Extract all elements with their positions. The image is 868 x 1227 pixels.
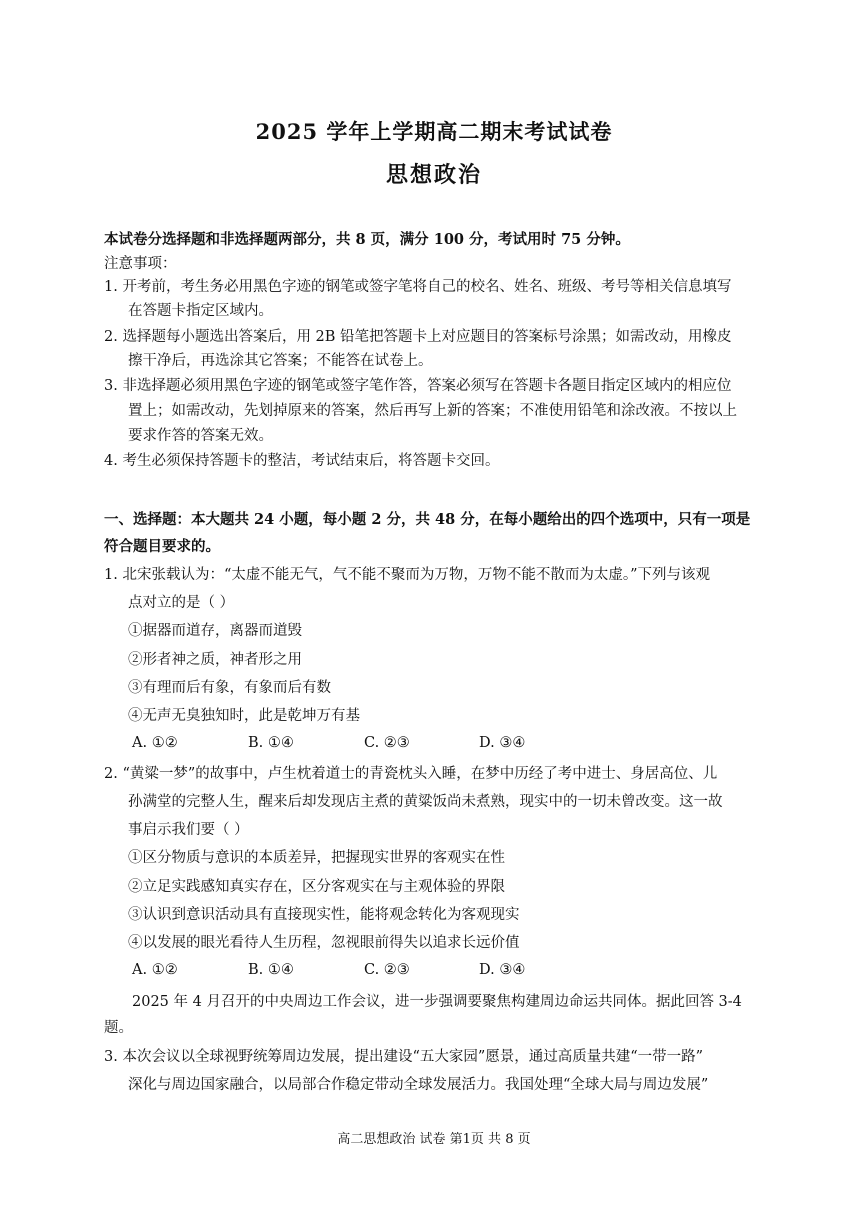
notice-heading: 注意事项： xyxy=(104,256,177,272)
notice-item-3-line-2: 置上；如需改动，先划掉原来的答案，然后再写上新的答案；不准使用铅笔和涂改液。不按以上 xyxy=(128,403,737,419)
question-1-statement-2: ②形者神之质，神者形之用 xyxy=(128,652,302,668)
section-heading-line-1: 一、选择题：本大题共 24 小题，每小题 2 分，共 48 分，在每小题给出的四个选项中，只有一项是 xyxy=(104,511,751,528)
notice-item-2-line-2: 擦干净后，再选涂其它答案；不能答在试卷上。 xyxy=(128,353,433,369)
question-2-stem-line-3: 事启示我们要（ ） xyxy=(128,822,249,838)
question-1-option-a: A. ①② xyxy=(132,735,178,751)
question-1-stem-line-2: 点对立的是（ ） xyxy=(128,595,235,611)
question-1-statement-3: ③有理而后有象，有象而后有数 xyxy=(128,680,331,696)
notice-item-3-line-3: 要求作答的答案无效。 xyxy=(128,428,273,444)
section-heading-line-2: 符合题目要求的。 xyxy=(104,538,220,555)
question-1-option-d: D. ③④ xyxy=(479,735,526,751)
question-2-option-b: B. ①④ xyxy=(248,962,294,978)
question-1-statement-1: ①据器而道存，离器而道毁 xyxy=(128,623,302,639)
question-3-stem-line-2: 深化与周边国家融合，以局部合作稳定带动全球发展活力。我国处理“全球大局与周边发展” xyxy=(128,1077,709,1093)
question-2-statement-1: ①区分物质与意识的本质差异，把握现实世界的客观实在性 xyxy=(128,850,505,866)
exam-intro: 本试卷分选择题和非选择题两部分，共 8 页，满分 100 分，考试用时 75 分钟。 xyxy=(104,231,630,248)
material-line-2: 题。 xyxy=(104,1020,133,1036)
notice-item-4: 4. 考生必须保持答题卡的整洁，考试结束后，将答题卡交回。 xyxy=(104,453,500,469)
question-2-statement-3: ③认识到意识活动具有直接现实性，能将观念转化为客观现实 xyxy=(128,907,520,923)
notice-item-1-line-2: 在答题卡指定区域内。 xyxy=(128,303,273,319)
notice-item-3-line-1: 3. 非选择题必须用黑色字迹的钢笔或签字笔作答，答案必须写在答题卡各题目指定区域内的相应位 xyxy=(104,378,732,394)
question-2-option-c: C. ②③ xyxy=(364,962,410,978)
material-line-1: 2025 年 4 月召开的中央周边工作会议，进一步强调要聚焦构建周边命运共同体。据此回答 3-4 xyxy=(132,994,742,1010)
question-1-stem-line-1: 1. 北宋张载认为：“太虚不能无气，气不能不聚而为万物，万物不能不散而为太虚。”下列与该观 xyxy=(104,567,711,583)
question-1-statement-4: ④无声无臭独知时，此是乾坤万有基 xyxy=(128,708,360,724)
question-1-option-c: C. ②③ xyxy=(364,735,410,751)
question-2-stem-line-1: 2. “黄粱一梦”的故事中，卢生枕着道士的青瓷枕头入睡，在梦中历经了考中进士、身居高位、儿 xyxy=(104,766,718,782)
notice-item-1-line-1: 1. 开考前，考生务必用黑色字迹的钢笔或签字笔将自己的校名、姓名、班级、考号等相关信息填写 xyxy=(104,279,732,295)
subject-title: 思想政治 xyxy=(385,162,482,188)
question-1-option-b: B. ①④ xyxy=(248,735,294,751)
question-2-stem-line-2: 孙满堂的完整人生，醒来后却发现店主煮的黄粱饭尚未煮熟，现实中的一切未曾改变。这一故 xyxy=(128,794,723,810)
page-footer: 高二思想政治 试卷 第1页 共 8 页 xyxy=(337,1132,531,1147)
question-2-statement-4: ④以发展的眼光看待人生历程，忽视眼前得失以追求长远价值 xyxy=(128,935,520,951)
question-2-option-d: D. ③④ xyxy=(479,962,526,978)
notice-item-2-line-1: 2. 选择题每小题选出答案后，用 2B 铅笔把答题卡上对应题目的答案标号涂黑；如需改动，用橡皮 xyxy=(104,329,732,345)
question-3-stem-line-1: 3. 本次会议以全球视野统筹周边发展，提出建设“五大家园”愿景，通过高质量共建“一带一路” xyxy=(104,1049,704,1065)
question-2-statement-2: ②立足实践感知真实存在，区分客观实在与主观体验的界限 xyxy=(128,879,505,895)
question-2-option-a: A. ①② xyxy=(132,962,178,978)
exam-title: 2025 学年上学期高二期末考试试卷 xyxy=(255,119,613,144)
